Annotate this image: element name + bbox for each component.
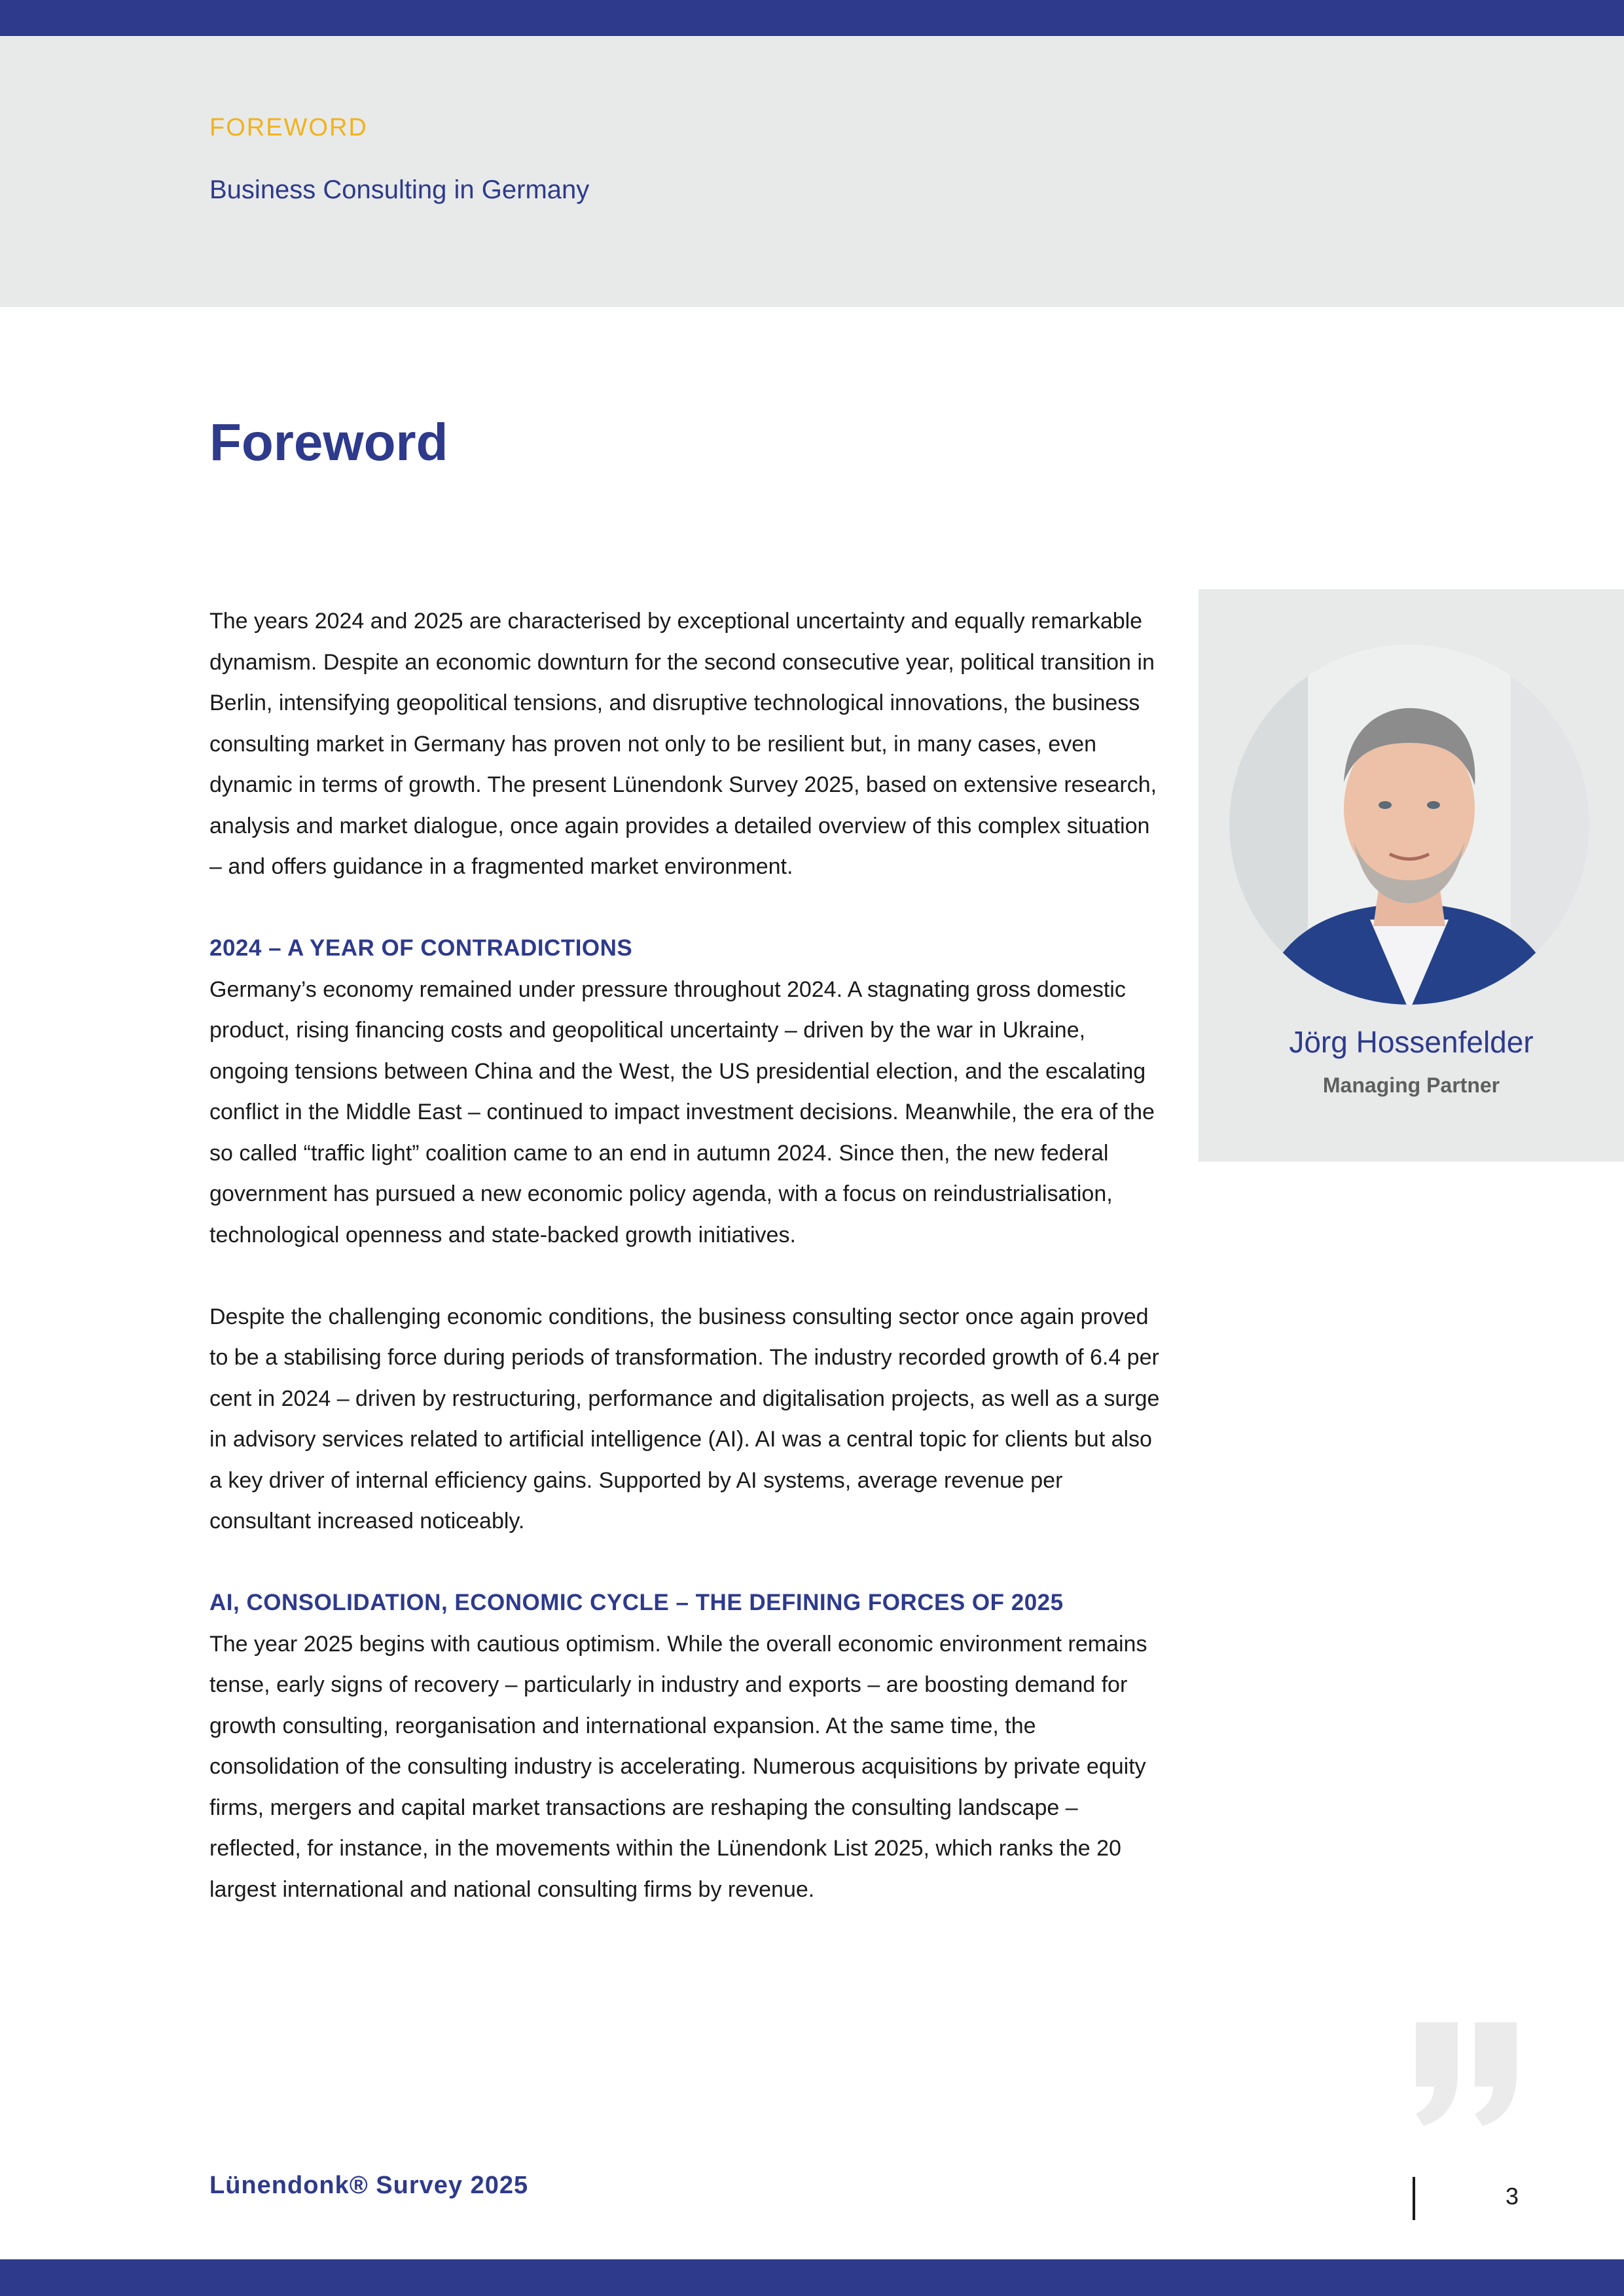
author-portrait (1229, 645, 1589, 1005)
paragraph-economy: Germany’s economy remained under pressure throughout 2024. A stagnating gross domestic product, rising financing costs and geopolitical uncertainty – driven by the war in Ukraine, ongoing tensions between China and the West, the US presidential election, and the escalating conflict in the Middle East – continued to impact investment decisions. Meanwhile, the era of the so called “traffic light” coalition came to an end in autumn 2024. Since then, the new federal government has pursued a new economic policy agenda, with a focus on reindustrialisation, technological openness and state-backed growth initiatives. (209, 977, 1155, 1247)
page-header (0, 36, 1624, 307)
section-label: FOREWORD (209, 114, 368, 141)
page-number: 3 (1506, 2183, 1519, 2210)
paragraph-consulting-sector: Despite the challenging economic conditions, the business consulting sector once again proved to be a stabilising force during periods of transformation. The industry recorded growth of 6.4 per cent in 2024 – driven by restructuring, performance and digitalisation projects, as well as a surge in advisory services related to artificial intelligence (AI). AI was a central topic for clients but also a key driver of internal efficiency gains. Supported by AI systems, average revenue per consultant increased noticeably. (209, 1304, 1160, 1534)
author-name: Jörg Hossenfelder (1289, 1025, 1534, 1059)
footer-brand: Lünendonk® Survey 2025 (209, 2172, 529, 2199)
page-title: Foreword (209, 413, 448, 471)
intro-paragraph: The years 2024 and 2025 are characterised by exceptional uncertainty and equally remarkable dynamism. Despite an economic downturn for the second consecutive year, political transition in Berlin, intensifying geopolitical tensions, and disruptive technological innovations, the business consulting market in Germany has proven not only to be resilient but, in many cases, even dynamic in terms of growth. The present Lünendonk Survey 2025, based on extensive research, analysis and market dialogue, once again provides a detailed overview of this complex situation – and offers guidance in a fragmented market environment. (209, 609, 1157, 879)
footer-divider (1413, 2177, 1415, 2220)
body-text (209, 601, 1165, 1910)
author-profile-card (1199, 589, 1624, 1162)
paragraph-outlook-2025: The year 2025 begins with cautious optimism. While the overall economic environment remains tense, early signs of recovery – particularly in industry and exports – are boosting demand for growth consulting, reorganisation and international expansion. At the same time, the consolidation of the consulting industry is accelerating. Numerous acquisitions by private equity firms, mergers and capital market transactions are reshaping the consulting landscape – reflected, for instance, in the movements within the Lünendonk List 2025, which ranks the 20 largest international and national consulting firms by revenue. (209, 1631, 1147, 1902)
closing-quote-icon (1411, 2022, 1522, 2127)
section-subtitle: Business Consulting in Germany (209, 175, 590, 204)
section-heading-2025: AI, CONSOLIDATION, ECONOMIC CYCLE – THE DEFINING FORCES OF 2025 (209, 1590, 1064, 1615)
section-heading-2024: 2024 – A YEAR OF CONTRADICTIONS (209, 935, 633, 961)
top-brand-bar (0, 0, 1624, 36)
author-role: Managing Partner (1322, 1073, 1500, 1097)
bottom-brand-bar (0, 2259, 1624, 2296)
